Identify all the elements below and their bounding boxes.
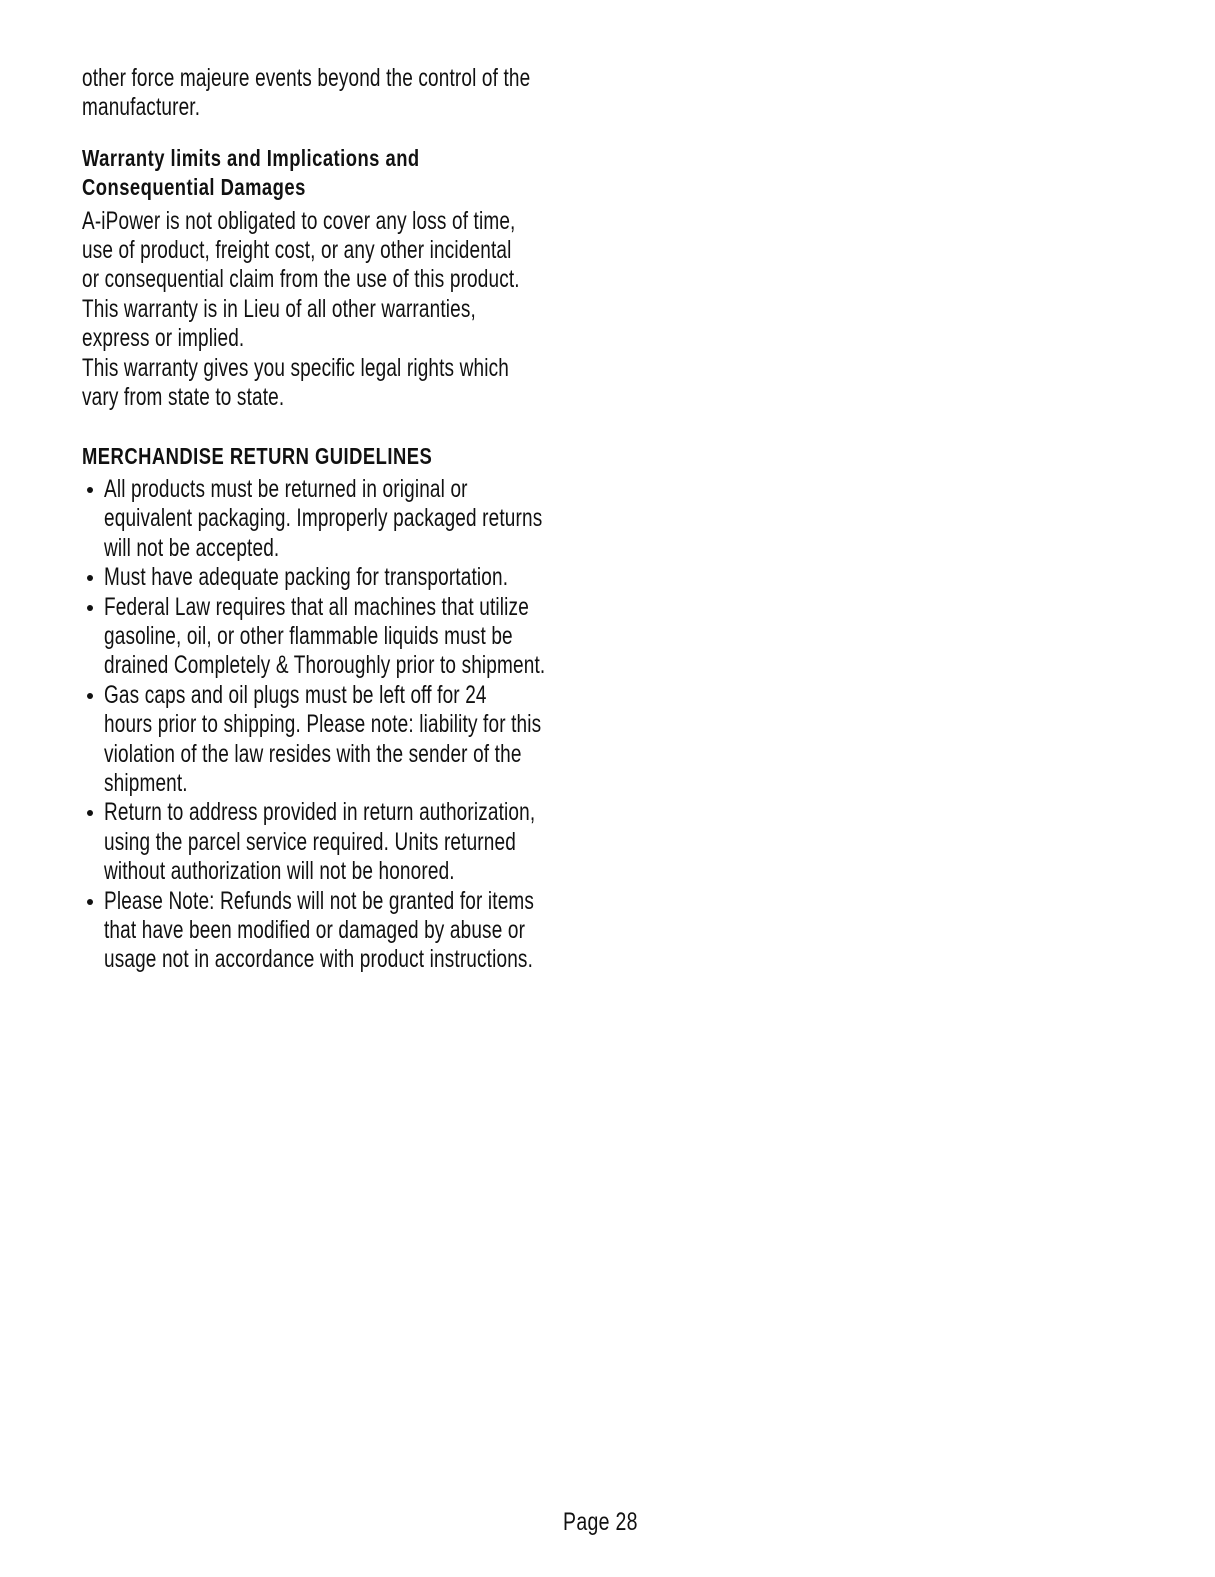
bullet-line: Federal Law requires that all machines that utilize (104, 592, 529, 621)
list-item (82, 887, 582, 975)
warranty-heading: Consequential Damages (82, 174, 306, 201)
bullet-line: usage not in accordance with product instructions. (104, 945, 534, 974)
bullet-line: Gas caps and oil plugs must be left off for 24 (104, 680, 487, 709)
bullet-line: that have been modified or damaged by abuse or (104, 915, 526, 944)
bullet-line: using the parcel service required. Units returned (104, 827, 516, 856)
warranty-line: A-iPower is not obligated to cover any loss of time, (82, 206, 516, 235)
bullet-icon (87, 693, 93, 699)
bullet-icon (87, 575, 93, 581)
warranty-section (82, 144, 582, 413)
bullet-line: will not be accepted. (104, 533, 280, 562)
bullet-line: gasoline, oil, or other flammable liquids must be (104, 621, 513, 650)
bullet-line: violation of the law resides with the sender of the (104, 739, 522, 768)
bullet-line: All products must be returned in original or (104, 474, 468, 503)
warranty-line: This warranty gives you specific legal rights which (82, 353, 509, 382)
list-item (82, 681, 582, 799)
warranty-line: or consequential claim from the use of this product. (82, 265, 520, 294)
returns-heading: MERCHANDISE RETURN GUIDELINES (82, 443, 433, 470)
warranty-heading: Warranty limits and Implications and (82, 144, 420, 171)
warranty-line: use of product, freight cost, or any other incidental (82, 236, 512, 265)
bullet-icon (87, 605, 93, 611)
bullet-line: shipment. (104, 768, 188, 797)
bullet-line: Must have adequate packing for transportation. (104, 563, 509, 592)
text-column (82, 64, 582, 975)
bullet-line: without authorization will not be honored. (104, 857, 455, 886)
list-item (82, 475, 582, 563)
bullet-line: Please Note: Refunds will not be granted for items (104, 886, 535, 915)
intro-paragraph (82, 64, 582, 123)
bullet-line: drained Completely & Thoroughly prior to shipment. (104, 651, 546, 680)
page-number: Page 28 (563, 1508, 638, 1536)
returns-section (82, 442, 582, 974)
bullet-icon (87, 810, 93, 816)
intro-line: other force majeure events beyond the control of the (82, 64, 531, 92)
intro-line: manufacturer. (82, 93, 201, 122)
bullet-line: hours prior to shipping. Please note: liability for this (104, 710, 542, 739)
bullet-icon (87, 899, 93, 905)
bullet-line: Return to address provided in return authorization, (104, 798, 536, 827)
warranty-line: vary from state to state. (82, 383, 285, 412)
bullet-icon (87, 487, 93, 493)
list-item (82, 798, 582, 886)
returns-bullet-list (82, 475, 582, 975)
list-item (82, 563, 582, 592)
bullet-line: equivalent packaging. Improperly packaged returns (104, 504, 543, 533)
list-item (82, 593, 582, 681)
warranty-line: This warranty is in Lieu of all other warranties, (82, 294, 476, 323)
warranty-line: express or implied. (82, 324, 245, 353)
